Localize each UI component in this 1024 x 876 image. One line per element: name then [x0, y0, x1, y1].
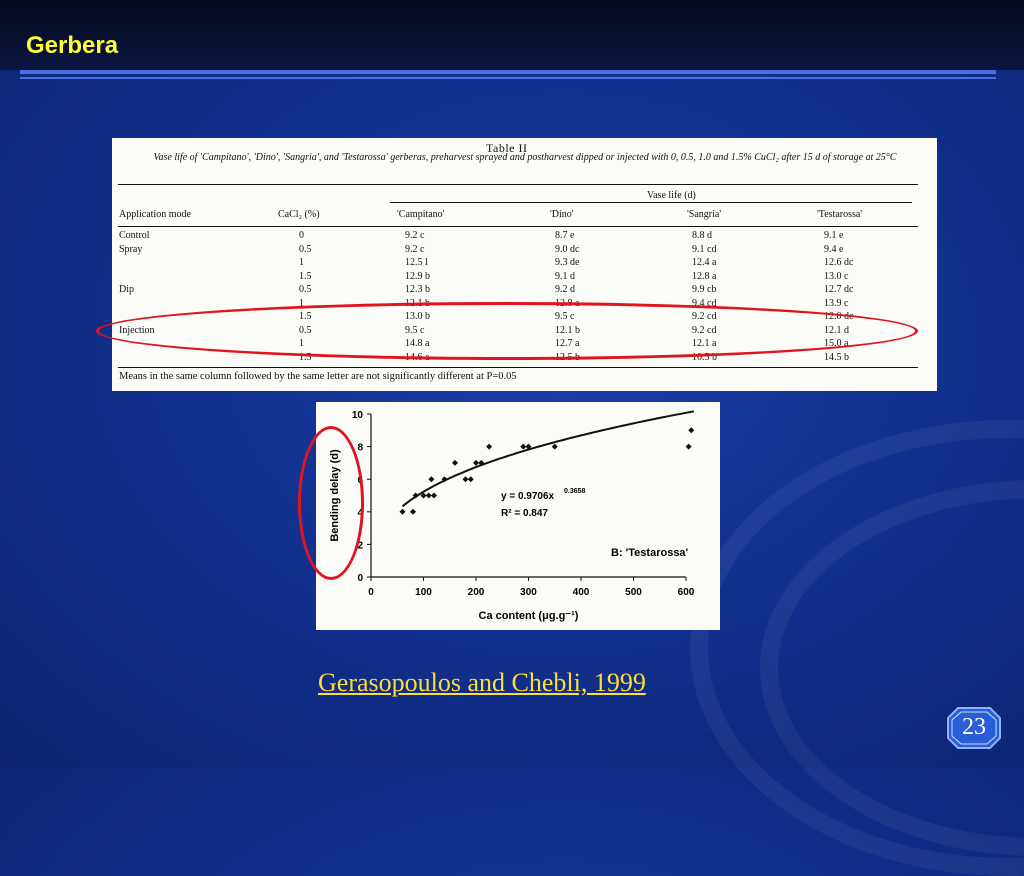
- table-cell: 9.1 e: [824, 230, 844, 241]
- data-point: [463, 476, 469, 482]
- x-tick-label: 0: [368, 587, 374, 598]
- x-tick-label: 500: [625, 587, 642, 598]
- table-cell: 12.5 b: [555, 351, 580, 363]
- table-cell: 9.2 c: [405, 243, 425, 255]
- page-number: 23: [962, 714, 986, 740]
- data-point: [410, 509, 416, 515]
- table-cell: 8.7 e: [555, 230, 575, 241]
- table-header-cell: 'Sangria': [687, 209, 722, 220]
- table-cell: 9.9 cb: [692, 284, 717, 295]
- table-cell: 9.5 c: [405, 324, 425, 336]
- y-tick-label: 0: [357, 573, 363, 584]
- y-axis-label: Bending delay (d): [329, 449, 341, 542]
- bending-delay-chart: [316, 402, 720, 630]
- data-point: [552, 444, 558, 450]
- table-cell: 12.1 b: [555, 324, 580, 336]
- y-tick-label: 10: [351, 410, 363, 421]
- x-tick-label: 200: [467, 587, 485, 598]
- table-cell: 12.7 dc: [824, 284, 854, 295]
- data-point: [400, 509, 406, 515]
- table-caption: Table II: [486, 141, 528, 155]
- title-bar: [0, 0, 1024, 70]
- table-rule: [118, 226, 918, 227]
- chart-annotation: B: 'Testarossa': [611, 547, 689, 559]
- x-axis-label: Ca content (μg.g⁻¹): [478, 610, 579, 622]
- table-cell: Spray: [119, 243, 143, 255]
- x-tick-label: 400: [572, 587, 590, 598]
- table-cell: 12.9 b: [405, 270, 430, 282]
- y-tick-label: 8: [357, 442, 363, 454]
- table-cell: 9.2 d: [555, 284, 575, 295]
- table-header-cell: 'Dino': [550, 209, 574, 220]
- fit-equation-exponent: 0.3658: [564, 488, 586, 495]
- table-cell: 9.2 cd: [692, 324, 717, 336]
- x-tick-label: 600: [677, 587, 695, 598]
- x-tick-label: 300: [520, 587, 537, 598]
- table-cell: 0.5: [299, 243, 312, 255]
- table-cell: 12.1 b: [405, 297, 430, 309]
- table-cell: 9.4 e: [824, 243, 844, 255]
- table-cell: 1: [299, 338, 304, 349]
- table-rule: [118, 184, 918, 185]
- table-cell: 13.0 b: [405, 311, 430, 322]
- fit-r-squared: R² = 0.847: [501, 508, 548, 519]
- data-point: [428, 476, 434, 482]
- table-cell: 12.6 dc: [824, 257, 854, 268]
- table-header-cell: 'Campitano': [397, 209, 445, 220]
- table-cell: 12.1 a: [692, 338, 717, 349]
- table-cell: 9.3 de: [555, 257, 580, 268]
- table-cell: 9.0 dc: [555, 243, 580, 255]
- chart-svg: [316, 402, 720, 630]
- data-point: [473, 460, 479, 466]
- highlight-injection-rows: [96, 302, 918, 360]
- data-point: [431, 493, 437, 499]
- table-cell: 9.2 c: [405, 230, 425, 241]
- highlight-y-axis: [298, 426, 364, 580]
- table-description: Vase life of 'Campitano', 'Dino', 'Sangria', and 'Testarossa' gerberas, preharvest sprayed and postharvest dipped or injected with 0, 0.5, 1.0 and 1.5% CuCl₂ after 15 d of storage at 25°C: [153, 152, 897, 163]
- table-cell: 12.7 a: [555, 338, 580, 349]
- data-point: [468, 476, 474, 482]
- table-cell: 0: [299, 230, 304, 241]
- table-cell: 8.8 d: [692, 230, 712, 241]
- y-tick-label: 6: [357, 475, 363, 487]
- table-cell: 9.2 cd: [692, 311, 717, 322]
- x-tick-label: 100: [415, 587, 432, 598]
- table-cell: Control: [119, 230, 150, 241]
- table-cell: 9.1 cd: [692, 243, 717, 255]
- table-cell: 12.8 a: [692, 270, 717, 282]
- table-cell: 13.0 c: [824, 270, 849, 282]
- table-cell: 0.5: [299, 324, 312, 336]
- table-cell: 0.5: [299, 284, 312, 295]
- title-divider-thin: [20, 77, 996, 79]
- table-cell: 14.8 a: [405, 338, 430, 349]
- table-cell: 13.9 c: [824, 297, 849, 309]
- table-cell: 14.5 b: [824, 351, 849, 363]
- data-point: [688, 427, 694, 433]
- table-cell: 12.1 d: [824, 324, 849, 336]
- table-cell: 12.3 b: [405, 284, 430, 295]
- table-footnote: Means in the same column followed by the same letter are not significantly different at P=0.05: [119, 371, 517, 382]
- data-point: [520, 444, 526, 450]
- table-header-cell: Application mode: [119, 209, 191, 220]
- table-cell: 1.5: [299, 311, 312, 322]
- table-header-cell: CaCl₂ (%): [278, 209, 320, 220]
- y-tick-label: 2: [357, 540, 363, 552]
- table-cell: Injection: [119, 324, 155, 336]
- data-point: [686, 444, 692, 450]
- table-cell: 12.0 dc: [824, 311, 854, 322]
- table-header-cell: 'Testarossa': [817, 209, 863, 220]
- data-point: [486, 444, 492, 450]
- table-cell: 12.5 l: [405, 257, 428, 268]
- title-divider: [20, 70, 996, 74]
- data-point: [426, 493, 432, 499]
- table-cell: 1: [299, 297, 304, 309]
- table-cell: Dip: [119, 284, 134, 295]
- table-cell: 9.4 cd: [692, 297, 717, 309]
- table-cell: 1.5: [299, 351, 312, 363]
- table-cell: 15.0 a: [824, 338, 849, 349]
- table-rule: [390, 202, 912, 203]
- table-cell: 9.1 d: [555, 270, 575, 282]
- slide-title: Gerbera: [26, 32, 119, 59]
- data-point: [452, 460, 458, 466]
- table-rule: [118, 367, 918, 368]
- table-cell: 1.5: [299, 270, 312, 282]
- page-number-badge: [946, 706, 1002, 750]
- table-cell: 12.4 a: [692, 257, 717, 268]
- table-group-header: Vase life (d): [647, 190, 696, 201]
- table-cell: 9.5 c: [555, 311, 575, 322]
- table-cell: 10.5 b: [692, 351, 717, 363]
- y-tick-label: 4: [357, 507, 363, 519]
- table-cell: 1: [299, 257, 304, 268]
- citation-link[interactable]: Gerasopoulos and Chebli, 1999: [318, 668, 646, 697]
- table-cell: 12.8 a: [555, 297, 580, 309]
- table-cell: 14.6 a: [405, 351, 430, 363]
- fit-equation: y = 0.9706x: [501, 491, 555, 502]
